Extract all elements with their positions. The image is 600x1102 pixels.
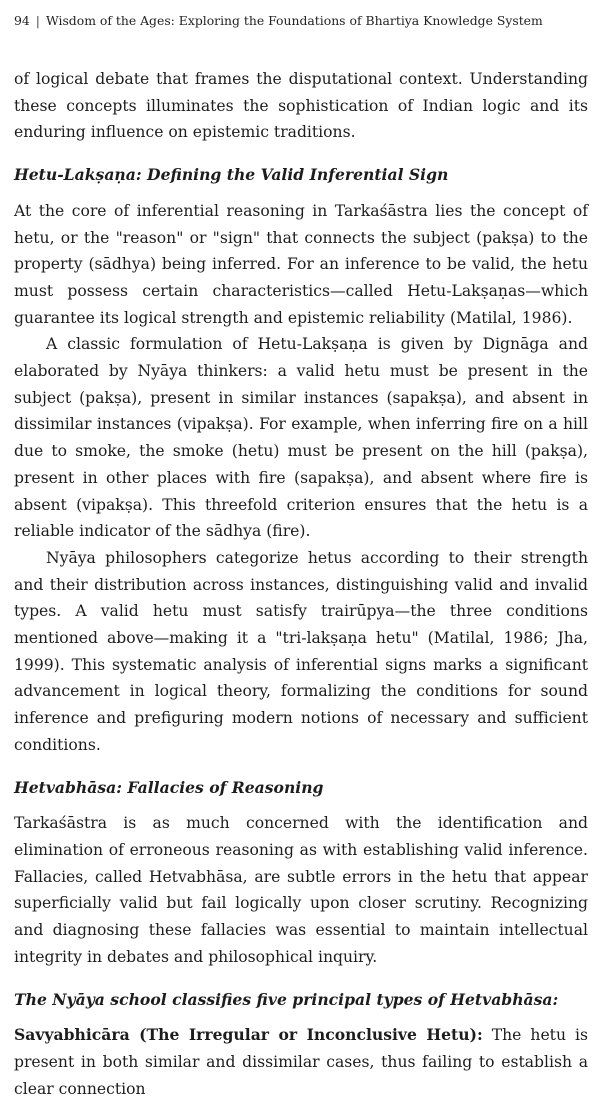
hetvabhasa-paragraph-1: Tarkaśāstra is as much concerned with the identification and elimination of erroneous reasoning as with establishing valid inference. Fallacies, called Hetvabhāsa, are subtle errors in the hetu that appear superficially valid but fail logically upon closer scrutiny. Recognizing and diagnosing these fallacies was essential to maintain intellectual integrity in debates and philosophical inquiry.	[14, 814, 588, 966]
hetu-laksana-paragraph-3: Nyāya philosophers categorize hetus according to their strength and their distribution across instances, distinguishing valid and invalid types. A valid hetu must satisfy trairūpya—the three conditions mentioned above—making it a "tri-lakṣaṇa hetu" (Matilal, 1986; Jha, 1999). This systematic analysis of inferential signs marks a significant advancement in logical theory, formalizing the conditions for sound inference and prefiguring modern notions of necessary and sufficient conditions.	[14, 548, 588, 754]
page-number: 94	[14, 13, 30, 28]
book-page	[14, 0, 588, 1098]
intro-continuation-paragraph: of logical debate that frames the disputational context. Understanding these concepts illuminates the sophistication of Indian logic and its enduring influence on epistemic traditions.	[14, 70, 588, 142]
fallacy-term: Savyabhicāra (The Irregular or Inconclusive Hetu):	[14, 1025, 483, 1045]
running-header	[14, 12, 588, 30]
header-separator: |	[35, 13, 40, 28]
section-heading-hetvabhasa: Hetvabhāsa: Fallacies of Reasoning	[14, 777, 324, 797]
fallacy-description: The hetu is present in both similar and dissimilar cases, thus failing to establish a clear connection	[14, 1026, 588, 1098]
section-heading-hetu-laksana: Hetu-Lakṣaṇa: Defining the Valid Inferential Sign	[14, 165, 449, 185]
body-text	[14, 66, 588, 1102]
hetu-laksana-paragraph-2: A classic formulation of Hetu-Lakṣaṇa is given by Dignāga and elaborated by Nyāya thinkers: a valid hetu must be present in the subject (pakṣa), present in similar instances (sapakṣa), and absent in dissimilar instances (vipakṣa). For example, when inferring fire on a hill due to smoke, the smoke (hetu) must be present on the hill (pakṣa), present in other places with fire (sapakṣa), and absent where fire is absent (vipakṣa). This threefold criterion ensures that the hetu is a reliable indicator of the sādhya (fire).	[14, 335, 588, 541]
fallacy-item-savyabhicara	[14, 1022, 588, 1102]
section-heading-five-types: The Nyāya school classifies five principal types of Hetvabhāsa:	[14, 989, 559, 1009]
book-title: Wisdom of the Ages: Exploring the Foundations of Bhartiya Knowledge System	[45, 13, 543, 28]
hetu-laksana-paragraph-1: At the core of inferential reasoning in Tarkaśāstra lies the concept of hetu, or the "reason" or "sign" that connects the subject (pakṣa) to the property (sādhya) being inferred. For an inference to be valid, the hetu must possess certain characteristics—called Hetu-Lakṣaṇas—which guarantee its logical strength and epistemic reliability (Matilal, 1986).	[14, 201, 588, 327]
